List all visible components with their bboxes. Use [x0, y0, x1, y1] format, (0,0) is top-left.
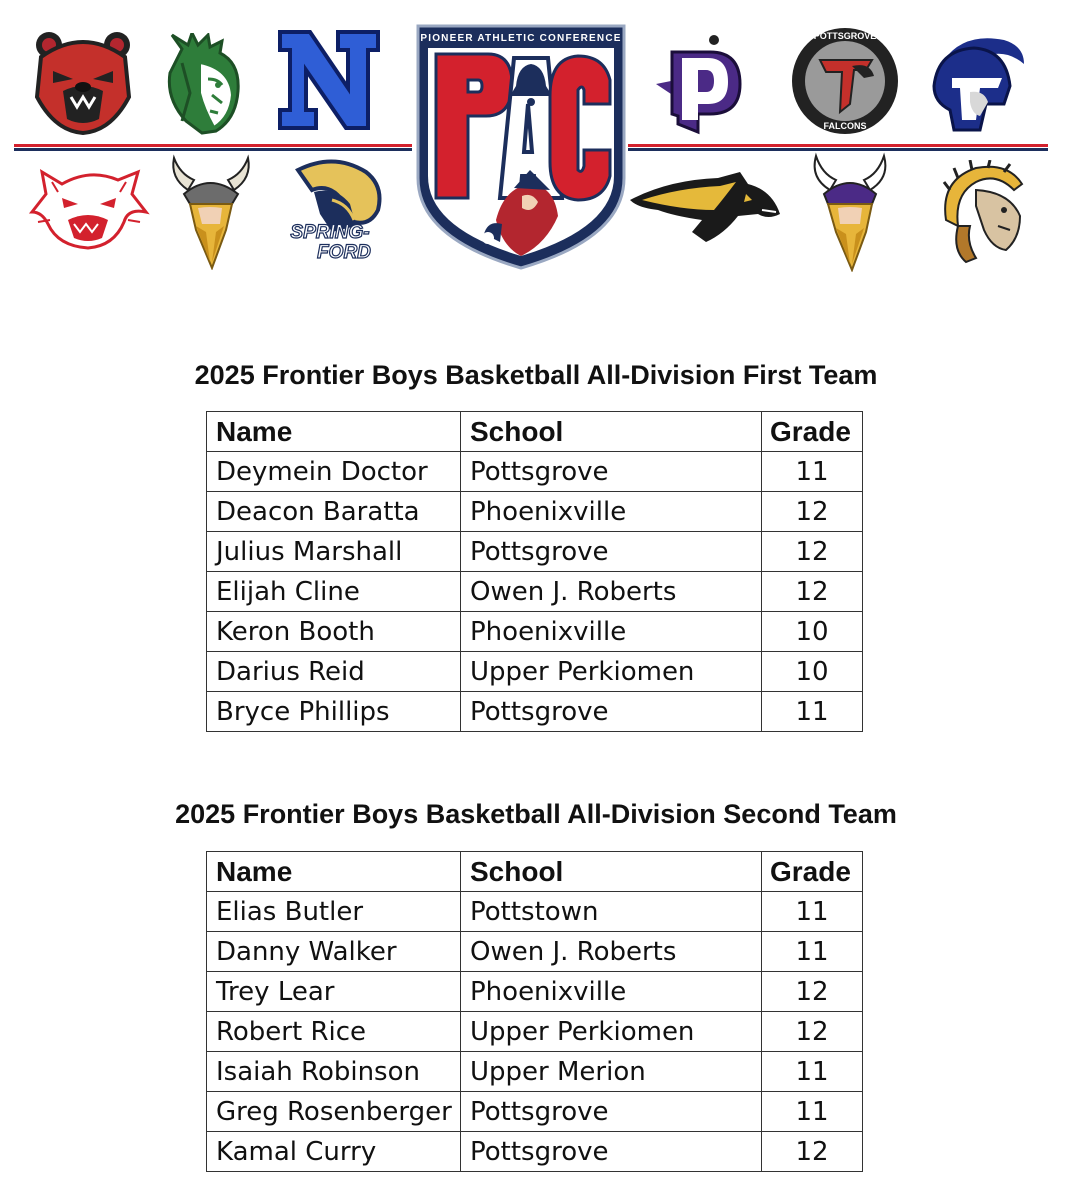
wildcat-logo-icon — [28, 162, 150, 252]
player-school: Pottsgrove — [461, 532, 762, 572]
table-row — [207, 1092, 863, 1132]
falcon-team-text: FALCONS — [823, 121, 867, 131]
column-header-name: Name — [207, 412, 461, 452]
table-row — [207, 572, 863, 612]
player-grade: 11 — [762, 1092, 863, 1132]
player-school: Phoenixville — [461, 612, 762, 652]
player-grade: 12 — [762, 492, 863, 532]
table-row — [207, 932, 863, 972]
first-team-table — [206, 411, 863, 732]
player-name: Kamal Curry — [207, 1132, 461, 1172]
player-grade: 11 — [762, 452, 863, 492]
player-grade: 11 — [762, 1052, 863, 1092]
falcon-logo-icon — [790, 26, 900, 136]
viking-logo-right-icon — [802, 152, 898, 272]
ram-logo-icon — [274, 152, 386, 264]
player-name: Julius Marshall — [207, 532, 461, 572]
player-school: Pottsgrove — [461, 692, 762, 732]
player-grade: 12 — [762, 532, 863, 572]
player-grade: 12 — [762, 1132, 863, 1172]
column-header-grade: Grade — [762, 852, 863, 892]
player-school: Upper Merion — [461, 1052, 762, 1092]
player-grade: 11 — [762, 892, 863, 932]
table-row — [207, 1012, 863, 1052]
table-row — [207, 652, 863, 692]
player-grade: 12 — [762, 572, 863, 612]
table-row — [207, 532, 863, 572]
player-name: Darius Reid — [207, 652, 461, 692]
player-name: Robert Rice — [207, 1012, 461, 1052]
second-team-table — [206, 851, 863, 1172]
table-row — [207, 452, 863, 492]
player-school: Pottstown — [461, 892, 762, 932]
player-grade: 11 — [762, 692, 863, 732]
column-header-school: School — [461, 852, 762, 892]
player-name: Deacon Baratta — [207, 492, 461, 532]
column-header-name: Name — [207, 852, 461, 892]
player-school: Owen J. Roberts — [461, 572, 762, 612]
column-header-school: School — [461, 412, 762, 452]
player-school: Pottsgrove — [461, 1132, 762, 1172]
player-school: Owen J. Roberts — [461, 932, 762, 972]
player-name: Deymein Doctor — [207, 452, 461, 492]
table-row — [207, 892, 863, 932]
second-team-title: 2025 Frontier Boys Basketball All-Division Second Team — [175, 799, 897, 829]
spring-ford-line1-text: SPRING- — [290, 222, 370, 243]
column-header-grade: Grade — [762, 412, 863, 452]
player-grade: 12 — [762, 972, 863, 1012]
player-name: Danny Walker — [207, 932, 461, 972]
player-school: Upper Perkiomen — [461, 652, 762, 692]
bear-logo-icon — [28, 26, 138, 136]
pac-shield-logo — [414, 20, 628, 272]
player-name: Greg Rosenberger — [207, 1092, 461, 1132]
table-row — [207, 492, 863, 532]
player-school: Upper Perkiomen — [461, 1012, 762, 1052]
player-school: Pottsgrove — [461, 1092, 762, 1132]
player-name: Trey Lear — [207, 972, 461, 1012]
player-school: Phoenixville — [461, 492, 762, 532]
player-school: Pottsgrove — [461, 452, 762, 492]
player-grade: 12 — [762, 1012, 863, 1052]
player-name: Elias Butler — [207, 892, 461, 932]
player-name: Bryce Phillips — [207, 692, 461, 732]
table-row — [207, 1132, 863, 1172]
native-headdress-logo-icon — [936, 160, 1032, 264]
player-grade: 10 — [762, 652, 863, 692]
table-header-row — [207, 852, 863, 892]
letter-p-logo-icon — [652, 34, 748, 138]
table-row — [207, 692, 863, 732]
table-row — [207, 972, 863, 1012]
viking-logo-left-icon — [166, 150, 256, 270]
conference-name-text: PIONEER ATHLETIC CONFERENCE — [420, 33, 622, 44]
player-name: Elijah Cline — [207, 572, 461, 612]
falcon-school-text: POTTSGROVE — [813, 31, 877, 41]
table-row — [207, 1052, 863, 1092]
first-team-title: 2025 Frontier Boys Basketball All-Division First Team — [194, 360, 878, 390]
player-grade: 10 — [762, 612, 863, 652]
table-header-row — [207, 412, 863, 452]
spartan-logo-icon — [924, 30, 1028, 138]
logo-banner — [0, 0, 1072, 290]
spring-ford-line2-text: FORD — [317, 242, 371, 263]
table-row — [207, 612, 863, 652]
native-chief-logo-icon — [150, 30, 260, 140]
banner-stripe-right — [628, 144, 1048, 151]
player-grade: 11 — [762, 932, 863, 972]
player-name: Keron Booth — [207, 612, 461, 652]
player-school: Phoenixville — [461, 972, 762, 1012]
panther-logo-icon — [628, 170, 782, 246]
letter-n-logo-icon — [276, 28, 382, 132]
player-name: Isaiah Robinson — [207, 1052, 461, 1092]
